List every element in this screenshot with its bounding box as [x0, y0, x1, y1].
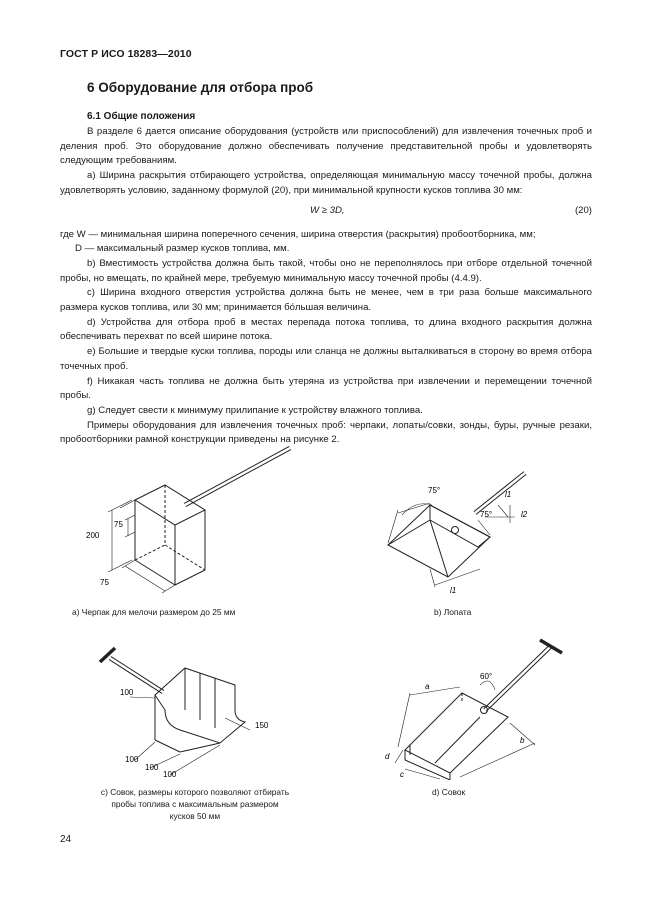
- paragraph-examples: Примеры оборудования для извлечения точечных проб: черпаки, лопаты/совки, зонды, буры, ручные резаки, пробоотборники рамной конструкции приведены на рисунке 2.: [60, 419, 592, 446]
- label-l2: l2: [521, 510, 528, 519]
- label-l1-top: l1: [505, 490, 512, 499]
- where-d: D — максимальный размер кусков топлива, мм.: [75, 243, 290, 255]
- dim-100-b: 100: [145, 763, 159, 772]
- subsection-title: 6.1 Общие положения: [87, 111, 196, 122]
- angle-60: 60°: [480, 672, 493, 681]
- paragraph-intro: В разделе 6 дается описание оборудования (устройств или приспособлений) для извлечения точечных проб и деления проб. Это оборудование должно обеспечивать получение представительной пробы и удовлетворять следующим требованиям.: [60, 126, 592, 167]
- paragraph-g: g) Следует свести к минимуму прилипание к устройству влажного топлива.: [87, 404, 423, 416]
- page-number: 24: [60, 834, 72, 845]
- dim-100-a: 100: [125, 755, 139, 764]
- label-a: a: [425, 682, 430, 691]
- formula-block: [60, 199, 592, 228]
- caption-c-line3: кусков 50 мм: [169, 811, 221, 821]
- paragraph-d: d) Устройства для отбора проб в местах перепада потока топлива, то длина входного раскрытия должна обеспечивать перехват по всей ширине потока.: [60, 316, 592, 343]
- caption-c-line1: c) Совок, размеры которого позволяют отбирать: [100, 787, 290, 797]
- where-w: где W — минимальная ширина поперечного сечения, ширина отверстия (раскрытия) пробоотборника, мм;: [60, 228, 536, 240]
- angle-75-right: 75°: [480, 510, 493, 519]
- label-l1-bottom: l1: [450, 586, 457, 595]
- caption-b: b) Лопата: [434, 607, 472, 617]
- caption-a: а) Черпак для мелочи размером до 25 мм: [72, 607, 236, 617]
- caption-d: d) Совок: [432, 787, 466, 797]
- label-c: c: [400, 770, 404, 779]
- formula-number: (20): [574, 204, 592, 216]
- paragraph-f: f) Никакая часть топлива не должна быть утеряна из устройства при извлечении и перемещении точечной пробы.: [60, 375, 592, 402]
- angle-75-top: 75°: [428, 486, 441, 495]
- figure-c-scoop: [95, 640, 285, 780]
- figure-b-shovel: [380, 465, 550, 600]
- paragraph-e: e) Большие и твердые куски топлива, породы или сланца не должны выталкиваться в сторону во время отбора точечных проб.: [60, 346, 592, 372]
- figure-a-scoop: [80, 440, 310, 600]
- document-header: ГОСТ Р ИСО 18283—2010: [60, 48, 192, 60]
- paragraph-c: c) Ширина входного отверстия устройства должна быть не менее, чем в три раза больше максимального размера кусков топлива, или 30 мм; принимается бо́льшая величина.: [60, 287, 592, 314]
- dim-75-top: 75: [114, 520, 123, 529]
- formula: W ≥ 3D,: [310, 204, 345, 216]
- paragraph-a: а) Ширина раскрытия отбирающего устройства, определяющая минимальную массу точечной пробы, должна удовлетворять условию, заданному формулой (20), при минимальной крупности кусков топлива 30 мм:: [60, 170, 592, 196]
- section-title: 6 Оборудование для отбора проб: [87, 80, 314, 95]
- body-text: [60, 125, 592, 448]
- caption-c: [70, 786, 320, 822]
- figure-d-scoop: [380, 635, 590, 780]
- dim-75-bottom: 75: [100, 578, 109, 587]
- paragraph-b: b) Вместимость устройства должна быть такой, чтобы оно не переполнялось при отборе отдельной точечной пробы, но вмещать, по крайней мере, требуемую минимальную массу точечной пробы (4.4.9).: [60, 257, 592, 284]
- dim-100-top: 100: [120, 688, 134, 697]
- dim-150: 150: [255, 721, 269, 730]
- dim-100-c: 100: [163, 770, 177, 779]
- dim-200: 200: [86, 531, 100, 540]
- caption-c-line2: пробы топлива с максимальным размером: [111, 799, 279, 809]
- label-d: d: [385, 752, 390, 761]
- label-b: b: [520, 736, 525, 745]
